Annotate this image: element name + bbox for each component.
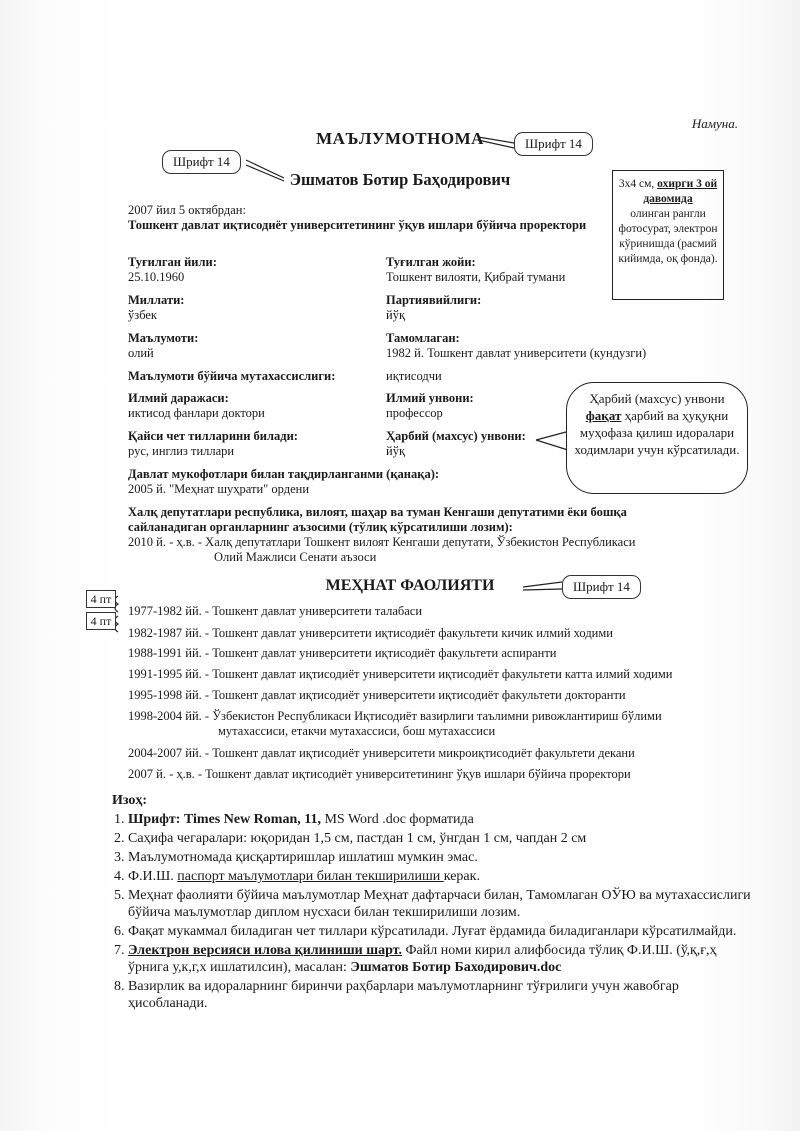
work-text: - Тошкент давлат университети иқтисодиёт факультети кичик илмий ходими: [204, 626, 613, 640]
note-text: Ф.И.Ш.: [128, 869, 178, 884]
spacing-callout: 4 пт: [86, 590, 116, 608]
field-label: Маълумоти:: [128, 331, 199, 345]
field-label: Партиявийлиги:: [386, 293, 482, 307]
work-text: - Тошкент давлат иқтисодиёт университети иқтисодиёт факультети докторанти: [204, 688, 626, 702]
note-item: 2. Саҳифа чегаралари: юқоридан 1,5 см, пастдан 1 см, ўнгдан 1 см, чапдан 2 см: [128, 830, 752, 847]
note-text: Ҳарбий (махсус) унвони: [589, 391, 725, 406]
photo-size: 3x4 см,: [618, 178, 658, 190]
field-value: рус, инглиз тиллари: [128, 444, 235, 458]
font-size-callout: Шрифт 14: [562, 575, 641, 599]
field-value: ўзбек: [128, 308, 158, 322]
note-text: MS Word .doc форматида: [320, 812, 474, 827]
work-text: - Тошкент давлат университети иқтисодиёт факультети аспиранти: [204, 646, 557, 660]
spacing-callout: 4 пт: [86, 612, 116, 630]
photo-placeholder: [612, 170, 724, 300]
document-title: МАЪЛУМОТНОМА: [316, 129, 484, 148]
work-section-title: МЕҲНАТ ФАОЛИЯТИ: [325, 577, 495, 594]
position-date: 2007 йил 5 октябрдан:: [128, 203, 246, 217]
field-label: Илмий даражаси:: [128, 391, 229, 405]
work-entry: [128, 604, 422, 619]
photo-recency: охирги 3 ой давомида: [643, 178, 718, 205]
work-years: 2007 й. - ҳ.в.: [128, 767, 195, 781]
sample-label: Намуна.: [691, 116, 738, 131]
graduated-field: [386, 331, 646, 361]
field-value: 1982 й. Тошкент давлат университети (кундузги): [386, 346, 647, 360]
party-field: [386, 293, 481, 323]
deputy-text: - Халқ депутатлари Тошкент вилоят Кенгаши депутати, Ўзбекистон Республикаси: [197, 535, 636, 549]
font-size-callout: Шрифт 14: [514, 132, 593, 156]
note-item: 3. Маълумотномада қисқартиришлар ишлатиш мумкин эмас.: [128, 849, 752, 866]
work-years: 1991-1995 йй.: [128, 667, 202, 681]
specialty-value: иқтисодчи: [386, 369, 442, 383]
note-text: керак.: [443, 869, 480, 884]
work-years: 1977-1982 йй.: [128, 604, 202, 618]
field-value: олий: [128, 346, 154, 360]
degree-field: [128, 391, 265, 421]
work-entry: [128, 646, 557, 661]
field-value: [128, 535, 688, 550]
deputy-year: 2010 й. - ҳ.в.: [128, 535, 195, 549]
field-label: Ҳарбий (махсус) унвони:: [386, 429, 526, 443]
field-value: йўқ: [386, 308, 406, 322]
work-entry: [128, 688, 626, 703]
field-label: Туғилган жойи:: [386, 255, 476, 269]
note-bold: Шрифт: Times New Roman, 11,: [128, 812, 321, 827]
work-text: - Тошкент давлат университети талабаси: [204, 604, 423, 618]
work-text: - Тошкент давлат иқтисодиёт университетининг ўқув ишлари бўйича проректори: [197, 767, 631, 781]
note-text: Файл номи кирил алифбосида тўлиқ Ф.И.Ш. (ў,қ,ғ,ҳ ўрнига у,к,г,х ишлатилсин), масалан:: [128, 943, 717, 975]
work-entry: [128, 746, 635, 761]
work-text-continued: мутахассиси, етакчи мутахассиси, бош мутахассиси: [218, 724, 496, 738]
note-bold-underlined: Электрон версияси илова қилиниши шарт.: [128, 943, 402, 958]
note-underlined: паспорт маълумотлари билан текширилиши: [177, 869, 444, 884]
person-name: Эшматов Ботир Баҳодирович: [289, 170, 511, 189]
field-label: Қайси чет тилларини билади:: [128, 429, 298, 443]
work-entry: [128, 709, 662, 739]
deputy-text-continued: Олий Мажлиси Сенати аъзоси: [214, 550, 377, 564]
note-text: ҳарбий ва ҳуқуқни муҳофаза қилиш идоралари ходимлари учун кўрсатилади.: [574, 408, 740, 457]
field-label: Туғилган йили:: [128, 255, 217, 269]
work-text: - Ўзбекистон Республикаси Иқтисодиёт вазирлиги таълимни ривожлантириш бўлими: [204, 709, 662, 723]
note-item: 5. Меҳнат фаолияти бўйича маълумотлар Меҳнат дафтарчаси билан, Тамомлаган ОЎЮ ва мутахассислиги бўйича маълумотлар диплом нусхаси билан текширилиши лозим.: [128, 887, 752, 921]
photo-description: олинган рангли фотосурат, электрон кўринишда (расмий кийимда, оқ фонда).: [618, 208, 718, 265]
field-value: иктисод фанлари доктори: [128, 406, 265, 420]
field-label: Халқ депутатлари республика, вилоят, шаҳар ва туман Кенгаши депутатими ёки бошқа сайланадиган органларнинг аъзосими (тўлиқ кўрсатилиши лозим):: [128, 505, 627, 534]
notes-list: [112, 811, 752, 1012]
birth-place-field: [386, 255, 565, 285]
field-label: Давлат мукофотлари билан тақдирланганми (қанақа):: [128, 467, 440, 481]
field-value: 2005 й. "Меҳнат шуҳрати" ордени: [128, 482, 310, 496]
font-size-callout: Шрифт 14: [162, 150, 241, 174]
field-label: Миллати:: [128, 293, 185, 307]
field-label: Тамомлаган:: [386, 331, 460, 345]
note-item: [128, 942, 752, 976]
note-item: [128, 868, 752, 885]
work-text: - Тошкент давлат иқтисодиёт университети иқтисодиёт факультети катта илмий ходими: [204, 667, 673, 681]
work-text: - Тошкент давлат иқтисодиёт университети микроиқтисодиёт факультети декани: [204, 746, 635, 760]
deputy-field: [128, 505, 688, 565]
academic-title-field: [386, 391, 474, 421]
notes-heading: Изоҳ:: [112, 793, 148, 808]
work-years: 1998-2004 йй.: [128, 709, 202, 723]
current-position: [128, 203, 598, 233]
note-emphasis: фақат: [585, 408, 622, 423]
work-years: 1982-1987 йй.: [128, 626, 202, 640]
field-value: профессор: [386, 406, 443, 420]
languages-field: [128, 429, 298, 459]
nationality-field: [128, 293, 184, 323]
awards-field: [128, 467, 439, 497]
work-entry: [128, 626, 613, 641]
note-item: 8. Вазирлик ва идораларнинг биринчи раҳбарлари маълумотларнинг тўғрилиги учун жавобгар ҳисобланади.: [128, 978, 752, 1012]
field-label: Илмий унвони:: [386, 391, 474, 405]
notes-section: [112, 792, 752, 1014]
specialty-label: Маълумоти бўйича мутахассислиги:: [128, 369, 336, 383]
work-years: 1988-1991 йй.: [128, 646, 202, 660]
birth-year-field: [128, 255, 217, 285]
field-value: Тошкент вилояти, Қибрай тумани: [386, 270, 566, 284]
note-item: [128, 811, 752, 828]
work-entry: [128, 667, 672, 682]
work-years: 2004-2007 йй.: [128, 746, 202, 760]
work-entry: [128, 767, 631, 782]
note-item: 6. Фақат мукаммал биладиган чет тиллари кўрсатилади. Луғат ёрдамида биладиганлари кўрсатилмайди.: [128, 923, 752, 940]
military-note-bubble: [566, 382, 748, 494]
position-text: Тошкент давлат иқтисодиёт университетининг ўқув ишлари бўйича проректори: [128, 218, 587, 232]
work-years: 1995-1998 йй.: [128, 688, 202, 702]
field-value: йўқ: [386, 444, 406, 458]
note-bold: Эшматов Ботир Баходирович.doc: [350, 960, 562, 975]
military-rank-field: [386, 429, 526, 459]
field-value: 25.10.1960: [128, 270, 185, 284]
education-field: [128, 331, 198, 361]
